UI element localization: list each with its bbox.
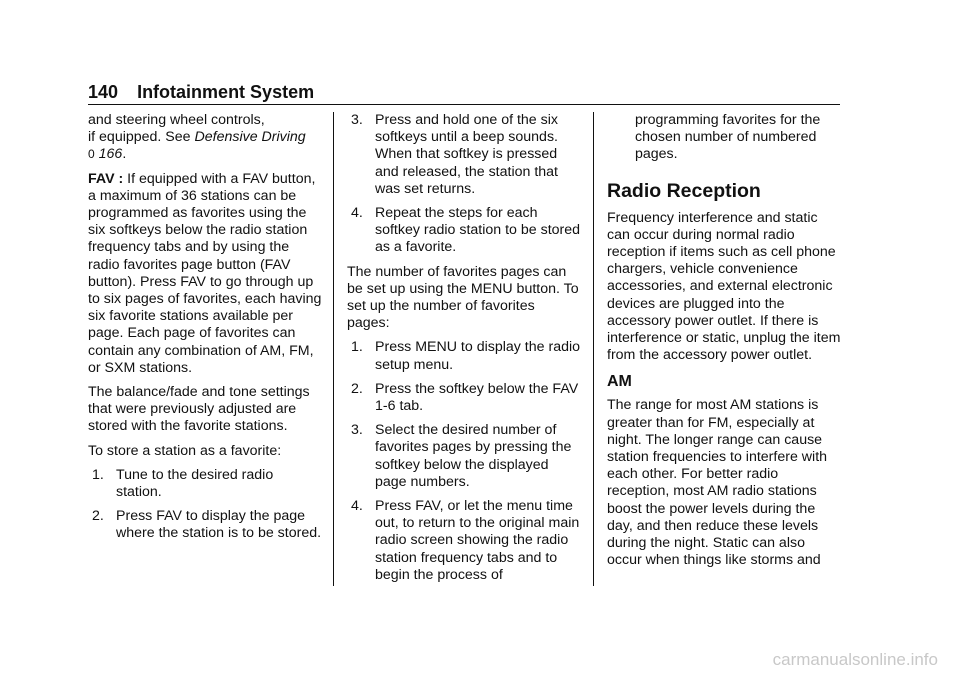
pages-steps-list: [347, 339, 581, 584]
list-item: 4. Press FAV, or let the menu time out, to return to the original main radio screen showing the radio station frequency tabs and to begin the process of: [351, 498, 580, 583]
list-item: 3. Select the desired number of favorites pages by pressing the softkey below the displayed page numbers.: [351, 422, 572, 490]
fav-label: FAV :: [88, 170, 124, 187]
store-steps-list: [88, 467, 322, 543]
list-continuation: programming favorites for the chosen number of numbered pages.: [635, 112, 821, 163]
page-number: 140: [88, 82, 119, 102]
cross-reference-link[interactable]: Defensive Driving: [194, 129, 306, 146]
section-title: Infotainment System: [137, 82, 315, 102]
paragraph-am: The range for most AM stations is greater than for FM, especially at night. The longer range can cause station frequencies to interfere with each other. For better radio reception, most AM radio stations boost the power levels during the day, and then reduce these levels during the night. Static can also occur when things like storms and: [607, 397, 828, 569]
column-divider-2: [593, 112, 594, 586]
paragraph-pages: The number of favorites pages can be set up using the MENU button. To set up the number of favorites pages:: [347, 263, 579, 332]
column-divider-1: [333, 112, 334, 586]
list-item: 3. Press and hold one of the six softkeys until a beep sounds. When that softkey is pressed and released, the station that was set returns.: [351, 112, 558, 197]
paragraph-intro: and steering wheel controls, if equipped. See Defensive Driving 0 166.: [88, 112, 306, 163]
list-item: 4. Repeat the steps for each softkey radio station to be stored as a favorite.: [351, 205, 581, 256]
column-1: [88, 112, 322, 550]
page-header: [88, 82, 314, 103]
header-rule: [88, 104, 840, 105]
paragraph-balance: The balance/fade and tone settings that were previously adjusted are stored with the favorite stations.: [88, 384, 310, 435]
paragraph-fav: FAV : If equipped with a FAV button, a maximum of 36 stations can be programmed as favorites using the six softkeys below the radio station frequency tabs and by using the radio favorites page button (FAV button). Press FAV to go through up to six pages of favorites, each having six favorite stations available per page. Each page of favorites can contain any combination of AM, FM, or SXM stations.: [88, 170, 322, 376]
column-3: [607, 112, 843, 576]
list-item: 2. Press FAV to display the page where the station is to be stored.: [92, 508, 322, 542]
list-item: 1. Press MENU to display the radio setup menu.: [351, 339, 581, 373]
heading-radio-reception: Radio Reception: [607, 179, 761, 202]
watermark: carmanualsonline.info: [772, 650, 938, 669]
paragraph-reception: Frequency interference and static can occur during normal radio reception if items such as cell phone chargers, vehicle convenience accessories, and external electronic devices are plugged into the accessory power outlet. If there is interference or static, unplug the item from the accessory power outlet.: [607, 209, 841, 364]
list-item: 1. Tune to the desired radio station.: [92, 466, 274, 501]
page-ref-icon: 0: [88, 147, 95, 162]
paragraph-store-intro: To store a station as a favorite:: [88, 442, 282, 459]
list-item: 2. Press the softkey below the FAV 1-6 tab.: [351, 380, 579, 415]
column-2: [347, 112, 581, 591]
store-steps-list-cont: [347, 112, 581, 257]
heading-am: AM: [607, 373, 632, 391]
cross-reference-page[interactable]: 166: [98, 146, 123, 163]
